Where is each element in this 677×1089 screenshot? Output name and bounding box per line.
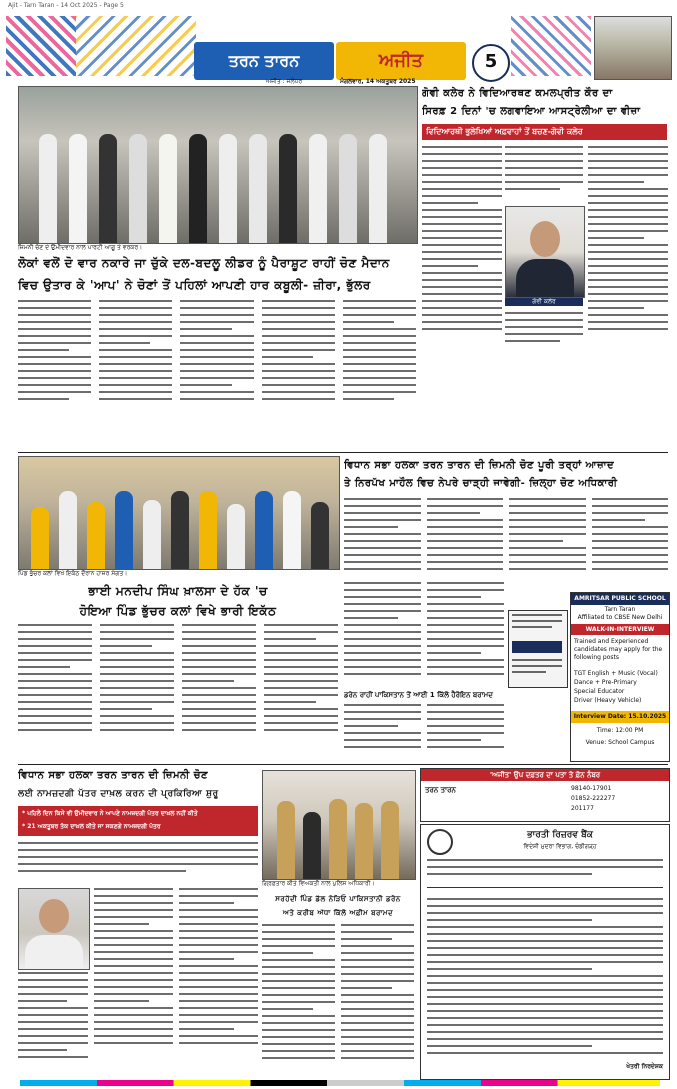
ad-classified bbox=[508, 610, 568, 688]
masthead-edition: ਅਜੀਤ : ਜਲੰਧਰ bbox=[266, 78, 303, 85]
tender-table bbox=[427, 859, 663, 1059]
ad-school-body: Trained and Experienced candidates may apply for the following posts bbox=[574, 638, 663, 661]
tender-footer: ਖੇਤਰੀ ਨਿਰਦੇਸ਼ਕ bbox=[626, 1063, 663, 1070]
tender-notice bbox=[420, 824, 670, 1080]
print-colorbar bbox=[20, 1080, 660, 1086]
ad-office-phone3: 201177 bbox=[571, 805, 594, 812]
ad-school-post1: TGT English + Music (Vocal) bbox=[574, 670, 658, 677]
ad-office-city: ਤਰਨ ਤਾਰਨ bbox=[425, 786, 456, 794]
tender-bank: ਭਾਰਤੀ ਰਿਜ਼ਰਵ ਬੈਂਕ bbox=[527, 830, 593, 840]
top-strip: Ajit - Tarn Taran - 14 Oct 2025 - Page 5 bbox=[8, 2, 124, 9]
story4-subhead-body bbox=[344, 704, 504, 758]
story2-body-right bbox=[588, 146, 668, 351]
story4-headline-line1: ਵਿਧਾਨ ਸਭਾ ਹਲਕਾ ਤਰਨ ਤਾਰਨ ਦੀ ਜ਼ਿਮਨੀ ਚੋਣ ਪੂਰੀ ਤਰ੍ਹਾਂ ਆਜ਼ਾਦ bbox=[344, 460, 615, 471]
story2-subhead: ਵਿਦਿਆਰਥੀ ਭੁਲੇਖਿਆਂ ਅਫ਼ਵਾਹਾਂ ਤੋਂ ਬਚਣ-ਗੋਵੀ ਕਲੇਰ bbox=[426, 127, 583, 136]
ad-office-phone1: 98140-17901 bbox=[571, 785, 612, 792]
story2-headline-line1: ਗੋਵੀ ਕਲੇਰ ਨੇ ਵਿਦਿਆਰਥਣ ਕਮਲਪ੍ਰੀਤ ਕੌਰ ਦਾ bbox=[422, 88, 613, 99]
ad-school-venue: Venue: School Campus bbox=[585, 739, 655, 746]
masthead-building-photo bbox=[594, 16, 672, 80]
story2-body-bottom bbox=[505, 312, 583, 352]
story1-headline-line2: ਵਿਚ ਉਤਾਰ ਕੇ 'ਆਪ' ਨੇ ਚੋਣਾਂ ਤੋਂ ਪਹਿਲਾਂ ਆਪਣੀ ਹਾਰ ਕਬੂਲੀ- ਜ਼ੀਰਾ, ਭੁੱਲਰ bbox=[18, 278, 371, 292]
story3-photo bbox=[18, 456, 340, 570]
ad-office bbox=[420, 768, 670, 822]
ad-school-title: AMRITSAR PUBLIC SCHOOL bbox=[571, 593, 669, 605]
story2-photo bbox=[505, 206, 585, 298]
masthead-pattern-mid bbox=[76, 16, 196, 76]
story3-headline-line2: ਹੋਇਆ ਪਿੰਡ ਭੁੱਚਰ ਕਲਾਂ ਵਿਖੇ ਭਾਰੀ ਇਕੱਠ bbox=[79, 604, 277, 618]
page-number: 5 bbox=[472, 44, 510, 82]
story5-body-top bbox=[18, 842, 258, 882]
ad-school-line2: Affiliated to CBSE New Delhi bbox=[577, 614, 663, 621]
story1-body bbox=[18, 300, 416, 450]
story2-body-left bbox=[422, 146, 502, 351]
story2-body-mid bbox=[505, 146, 583, 202]
ad-school-post2: Dance + Pre-Primary bbox=[574, 679, 637, 686]
ad-school-post4: Driver (Heavy Vehicle) bbox=[574, 697, 642, 704]
ad-school-post3: Special Educator bbox=[574, 688, 625, 695]
masthead-pattern-left bbox=[6, 16, 76, 76]
story3-headline-line1: ਭਾਈ ਮਨਦੀਪ ਸਿੰਘ ਖ਼ਾਲਸਾ ਦੇ ਹੱਕ 'ਚ bbox=[88, 584, 268, 598]
masthead-right-name: ਅਜੀਤ bbox=[378, 50, 424, 71]
ad-school bbox=[570, 592, 670, 762]
story1-headline-line1: ਲੋਕਾਂ ਵਲੋਂ ਦੋ ਵਾਰ ਨਕਾਰੇ ਜਾ ਚੁੱਕੇ ਦਲ-ਬਦਲੂ ਲੀਡਰ ਨੂੰ ਪੈਰਾਸ਼ੂਟ ਰਾਹੀਂ ਚੋਣ ਮੈਦਾਨ bbox=[18, 256, 390, 270]
story4-headline-line2: ਤੇ ਨਿਰਪੱਖ ਮਾਹੌਲ ਵਿਚ ਨੇਪਰੇ ਚਾੜ੍ਹੀ ਜਾਵੇਗੀ- ਜ਼ਿਲ੍ਹਾ ਚੋਣ ਅਧਿਕਾਰੀ bbox=[344, 478, 618, 489]
story5-bullet1: * ਪਹਿਲੇ ਦਿਨ ਕਿਸੇ ਵੀ ਉਮੀਦਵਾਰ ਨੇ ਆਪਣੇ ਨਾਮਜ਼ਦਗੀ ਪੱਤਰ ਦਾਖ਼ਲ ਨਹੀਂ ਕੀਤੇ bbox=[22, 810, 198, 817]
story5-bullet2: * 21 ਅਕਤੂਬਰ ਤੱਕ ਦਾਖ਼ਲ ਕੀਤੇ ਜਾ ਸਕਣਗੇ ਨਾਮਜ਼ਦਗੀ ਪੱਤਰ bbox=[22, 823, 161, 830]
story4-body-lower bbox=[344, 582, 504, 687]
tender-logo bbox=[427, 829, 453, 855]
story6-body bbox=[262, 924, 414, 1078]
divider-2 bbox=[18, 764, 668, 765]
story6-photo-caption: ਗ੍ਰਿਫ਼ਤਾਰ ਕੀਤੇ ਵਿਅਕਤੀ ਨਾਲ ਪੁਲਿਸ ਅਧਿਕਾਰੀ। bbox=[262, 880, 375, 887]
story6-headline-line2: ਅਤੇ ਕਰੀਬ ਅੱਧਾ ਕਿੱਲੋ ਅਫ਼ੀਮ ਬਰਾਮਦ bbox=[282, 909, 394, 917]
story4-body bbox=[344, 498, 668, 578]
story2-photo-caption: ਗੋਵੀ ਕਲੇਰ bbox=[505, 298, 583, 306]
story4-subhead: ਡਰੇਨ ਰਾਹੀਂ ਪਾਕਿਸਤਾਨ ਤੋਂ ਆਈ 1 ਕਿੱਲੋ ਹੈਰੋਇਨ ਬਰਾਮਦ bbox=[344, 691, 493, 699]
story3-body bbox=[18, 624, 338, 752]
story5-body-left bbox=[18, 972, 88, 1078]
ad-school-time: Time: 12:00 PM bbox=[596, 727, 644, 734]
masthead-date: ਮੰਗਲਵਾਰ, 14 ਅਕਤੂਬਰ 2025 bbox=[340, 78, 416, 85]
story5-headline-line2: ਲਈ ਨਾਮਜ਼ਦਗੀ ਪੱਤਰ ਦਾਖ਼ਲ ਕਰਨ ਦੀ ਪ੍ਰਕਿਰਿਆ ਸ਼ੁਰੂ bbox=[18, 789, 219, 799]
tender-dept: ਵਿਦੇਸ਼ੀ ਮੁਦਰਾ ਵਿਭਾਗ, ਚੰਡੀਗੜ੍ਹ bbox=[523, 843, 597, 850]
ad-school-interview-date: Interview Date: 15.10.2025 bbox=[571, 711, 669, 723]
story3-photo-caption: ਪਿੰਡ ਭੁੱਚਰ ਕਲਾਂ ਵਿਖੇ ਇਕੱਠ ਦੌਰਾਨ ਹਾਜ਼ਰ ਸੰਗਤ। bbox=[18, 570, 128, 577]
story6-photo bbox=[262, 770, 416, 880]
story5-headline-line1: ਵਿਧਾਨ ਸਭਾ ਹਲਕਾ ਤਰਨ ਤਾਰਨ ਦੀ ਜ਼ਿਮਨੀ ਚੋਣ bbox=[18, 770, 209, 781]
ad-office-title: 'ਅਜੀਤ' ਉਪ ਦਫ਼ਤਰ ਦਾ ਪਤਾ ਤੇ ਫ਼ੋਨ ਨੰਬਰ bbox=[421, 769, 669, 781]
story5-body-right bbox=[94, 888, 258, 1078]
story1-photo bbox=[18, 86, 418, 244]
masthead bbox=[6, 12, 671, 85]
ad-school-line1: Tarn Taran bbox=[604, 606, 636, 613]
ad-office-phone2: 01852-222277 bbox=[571, 795, 616, 802]
story6-headline-line1: ਸਰਹੱਦੀ ਪਿੰਡ ਡੱਲ ਨੇੜਿਓਂ ਪਾਕਿਸਤਾਨੀ ਡਰੋਨ bbox=[275, 895, 401, 903]
ad-school-walkin: WALK-IN-INTERVIEW bbox=[571, 624, 669, 635]
masthead-pattern-right bbox=[511, 16, 591, 76]
story2-headline-line2: ਸਿਰਫ਼ 2 ਦਿਨਾਂ 'ਚ ਲਗਵਾਇਆ ਆਸਟ੍ਰੇਲੀਆ ਦਾ ਵੀਜ਼ਾ bbox=[422, 106, 641, 117]
divider-1 bbox=[18, 452, 668, 453]
story5-photo bbox=[18, 888, 90, 970]
story1-photo-caption: ਜ਼ਿਮਨੀ ਚੋਣ ਦੇ ਉਮੀਦਵਾਰ ਨਾਲ ਪਾਰਟੀ ਆਗੂ ਤੇ ਵਰਕਰ। bbox=[18, 244, 143, 251]
masthead-left-name: ਤਰਨ ਤਾਰਨ bbox=[228, 51, 300, 70]
